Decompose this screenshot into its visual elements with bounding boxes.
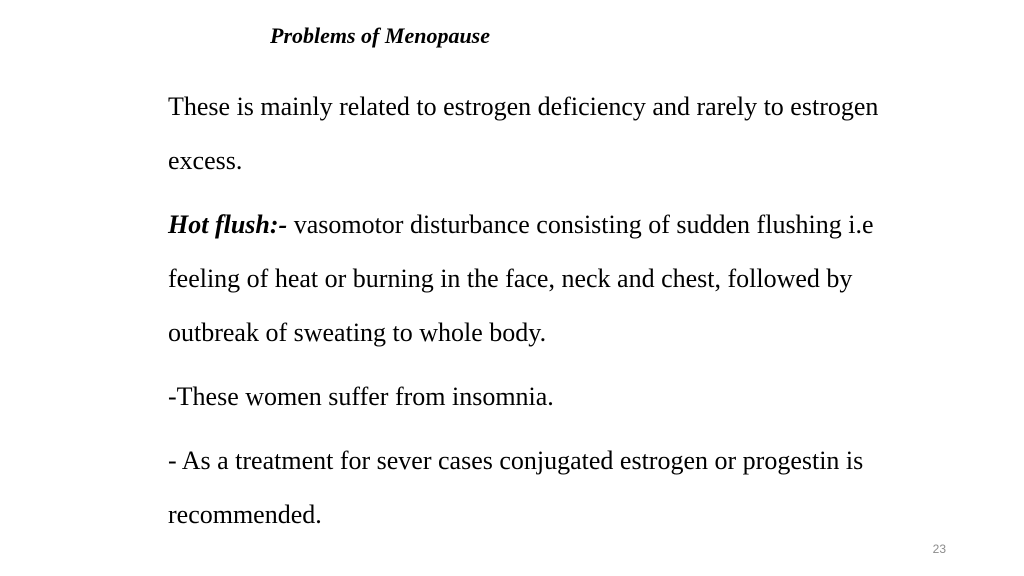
slide-title: Problems of Menopause	[270, 23, 490, 48]
insomnia-point: -These women suffer from insomnia.	[168, 382, 554, 411]
hot-flush-term: Hot flush:-	[168, 210, 288, 239]
hot-flush-paragraph	[168, 198, 908, 360]
page-number: 23	[932, 542, 946, 556]
hot-flush-description: vasomotor disturbance consisting of sudden flushing i.e feeling of heat or burning in the face, neck and chest, followed by outbreak of sweating to whole body.	[168, 210, 874, 347]
slide-body	[168, 80, 908, 542]
treatment-point: - As a treatment for sever cases conjugated estrogen or progestin is recommended.	[168, 446, 864, 529]
intro-paragraph: These is mainly related to estrogen deficiency and rarely to estrogen excess.	[168, 92, 879, 175]
